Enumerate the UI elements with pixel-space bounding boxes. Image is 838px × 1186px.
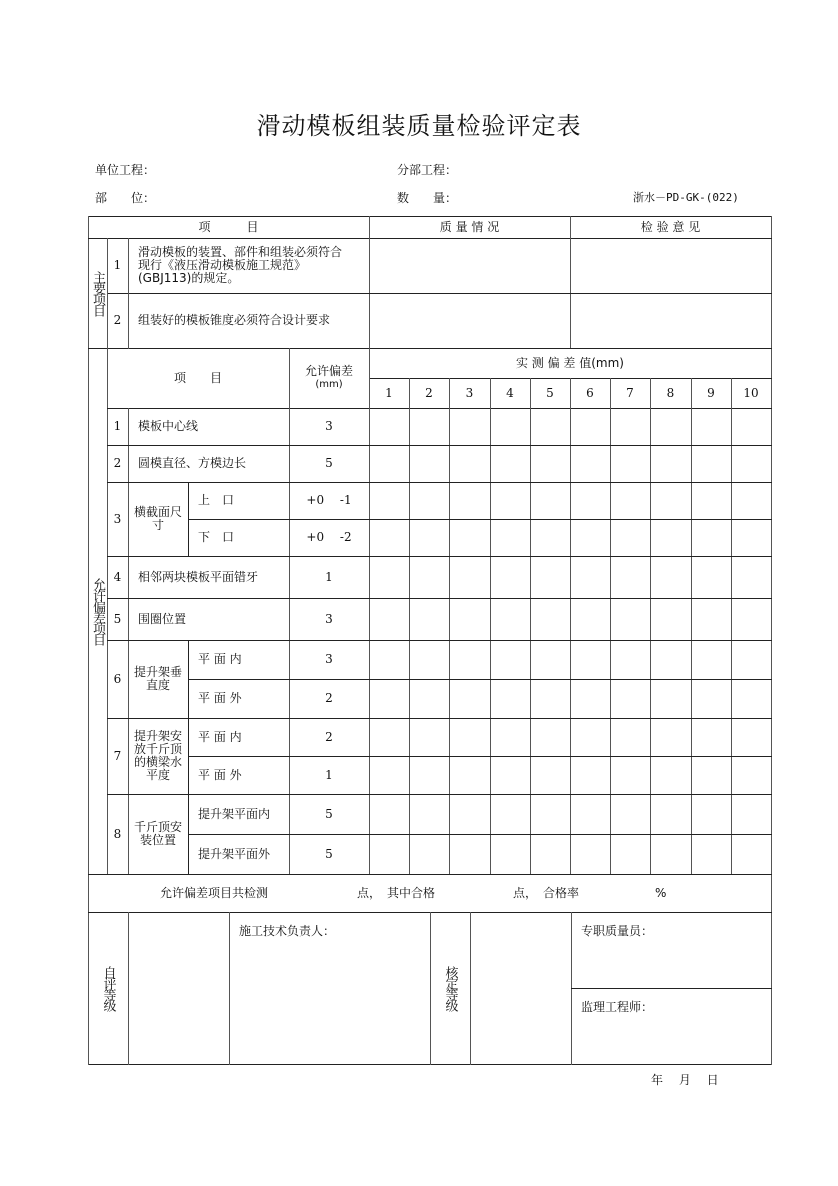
measured-value-cell[interactable] [369,556,409,598]
verified-grade-label: 核定等级 [442,966,458,1010]
allowed-header-unit: (mm) [315,379,343,390]
header-quality: 质 量 情 况 [439,219,500,234]
measured-value-cell[interactable] [610,556,650,598]
measured-column-number: 5 [546,385,554,400]
measured-column-number: 8 [666,385,675,400]
quality-cell[interactable] [369,238,570,293]
allowed-deviation-value: 2 [325,691,333,705]
measured-value-cell[interactable] [449,794,490,834]
measured-value-cell[interactable] [570,408,610,445]
measured-value-cell[interactable] [490,640,530,679]
main-items-group-label: 主要项目 [90,271,105,315]
measured-value-cell[interactable] [409,756,449,794]
measured-value-cell[interactable] [409,445,449,482]
measured-column-number: 7 [626,385,634,400]
measured-value-cell[interactable] [449,640,490,679]
measured-value-cell[interactable] [409,679,449,718]
summary-qualified-label: 点， 其中合格 [357,885,436,900]
measured-column-number: 3 [465,385,474,400]
measured-value-cell[interactable] [409,482,449,519]
tolerance-item-number: 6 [113,671,122,686]
measured-value-cell[interactable] [490,556,530,598]
position-label: 部 位： [95,191,156,205]
quality-officer-label: 专职质量员： [581,924,654,938]
main-item-text: 组装好的模板锥度必须符合设计要求 [138,313,331,327]
page-title: 滑动模板组装质量检验评定表 [256,112,582,140]
summary-percent: % [655,885,667,900]
measured-value-cell[interactable] [610,640,650,679]
measured-value-cell[interactable] [610,679,650,718]
measured-value-cell[interactable] [650,598,691,640]
main-item-text: 滑动模板的装置、部件和组装必须符合现行《液压滑动模板施工规范》(GBJ113)的规定。 [138,245,343,285]
measured-value-cell[interactable] [691,718,731,756]
measured-value-cell[interactable] [490,408,530,445]
self-grade-label: 自评等级 [100,966,116,1010]
tolerance-item-name: 围圈位置 [138,611,187,626]
measured-value-cell[interactable] [731,718,771,756]
measured-column-number: 10 [743,385,759,400]
main-item-number: 1 [113,258,122,272]
measured-deviation-header: 实 测 偏 差 值(mm) [515,355,624,370]
measured-value-cell[interactable] [650,834,691,874]
measured-value-cell[interactable] [731,445,771,482]
measured-value-cell[interactable] [650,718,691,756]
measured-value-cell[interactable] [691,834,731,874]
measured-value-cell[interactable] [449,445,490,482]
tolerance-item-number: 4 [113,569,122,584]
allowed-deviation-value: 5 [325,456,333,470]
measured-value-cell[interactable] [530,598,570,640]
measured-value-cell[interactable] [409,556,449,598]
measured-value-cell[interactable] [449,556,490,598]
measured-value-cell[interactable] [570,718,610,756]
measured-value-cell[interactable] [570,640,610,679]
measured-value-cell[interactable] [490,482,530,519]
header-item: 项 目 [198,219,259,234]
tolerance-item-name: 横截面尺寸 [133,505,182,532]
measured-value-cell[interactable] [530,756,570,794]
measured-value-cell[interactable] [369,640,409,679]
measured-value-cell[interactable] [369,794,409,834]
measured-value-cell[interactable] [530,679,570,718]
tolerance-item-number: 8 [113,826,122,841]
quality-cell[interactable] [369,293,570,348]
measured-value-cell[interactable] [691,640,731,679]
measured-value-cell[interactable] [731,556,771,598]
measured-value-cell[interactable] [731,756,771,794]
measured-value-cell[interactable] [449,834,490,874]
measured-value-cell[interactable] [570,482,610,519]
tolerance-group-label: 允许偏差项目 [90,578,105,644]
tolerance-item-name: 圆模直径、方模边长 [138,456,247,470]
measured-column-number: 4 [506,385,514,400]
measured-value-cell[interactable] [691,482,731,519]
opinion-cell[interactable] [570,293,771,348]
allowed-deviation-value: 5 [325,846,333,861]
tolerance-sub-item-name: 平 面 外 [198,767,242,782]
measured-column-number: 1 [385,385,393,400]
header-opinion: 检 验 意 见 [640,219,701,234]
measured-value-cell[interactable] [409,598,449,640]
measured-value-cell[interactable] [530,834,570,874]
measured-value-cell[interactable] [369,482,409,519]
measured-value-cell[interactable] [409,834,449,874]
measured-value-cell[interactable] [691,556,731,598]
measured-value-cell[interactable] [610,794,650,834]
measured-value-cell[interactable] [449,482,490,519]
allowed-deviation-header [289,348,369,408]
measured-value-cell[interactable] [409,408,449,445]
tolerance-item-number: 7 [113,748,122,763]
measured-value-cell[interactable] [449,718,490,756]
tolerance-item-name: 相邻两块模板平面错牙 [138,569,259,584]
measured-value-cell[interactable] [369,445,409,482]
measured-column-number: 9 [707,385,715,400]
tolerance-item-name: 提升架垂直度 [133,665,182,692]
measured-value-cell[interactable] [691,598,731,640]
tolerance-sub-item-name: 提升架平面内 [198,806,271,821]
tolerance-item-header: 项 目 [173,370,222,385]
measured-value-cell[interactable] [369,519,409,556]
measured-value-cell[interactable] [731,519,771,556]
measured-value-cell[interactable] [570,794,610,834]
measured-value-cell[interactable] [731,482,771,519]
measured-value-cell[interactable] [490,445,530,482]
measured-value-cell[interactable] [731,794,771,834]
tolerance-sub-item-name: 上 口 [198,493,235,507]
measured-value-cell[interactable] [409,519,449,556]
sub-project-label: 分部工程： [397,163,458,177]
measured-value-cell[interactable] [530,445,570,482]
measured-column-number: 2 [425,385,433,400]
measured-value-cell[interactable] [449,408,490,445]
measured-value-cell[interactable] [530,640,570,679]
measured-value-cell[interactable] [610,519,650,556]
tech-lead-label: 施工技术负责人： [239,924,336,938]
tolerance-sub-item-name: 平 面 内 [198,729,242,744]
measured-value-cell[interactable] [570,598,610,640]
measured-value-cell[interactable] [610,408,650,445]
tolerance-item-number: 2 [113,456,122,470]
measured-value-cell[interactable] [369,408,409,445]
measured-value-cell[interactable] [731,408,771,445]
measured-value-cell[interactable] [610,598,650,640]
measured-value-cell[interactable] [610,482,650,519]
allowed-deviation-value: +0 -2 [306,530,352,544]
date-label: 年 月 日 [651,1073,719,1087]
measured-value-cell[interactable] [490,598,530,640]
form-code: 浙水－PD-GK-(022) [633,191,739,204]
allowed-deviation-value: 3 [325,419,333,433]
measured-value-cell[interactable] [530,556,570,598]
measured-value-cell[interactable] [650,794,691,834]
measured-value-cell[interactable] [570,556,610,598]
measured-value-cell[interactable] [650,482,691,519]
measured-value-cell[interactable] [650,556,691,598]
measured-value-cell[interactable] [570,519,610,556]
measured-value-cell[interactable] [570,445,610,482]
opinion-cell[interactable] [570,238,771,293]
measured-value-cell[interactable] [691,445,731,482]
measured-value-cell[interactable] [610,718,650,756]
measured-value-cell[interactable] [691,519,731,556]
measured-value-cell[interactable] [490,834,530,874]
measured-value-cell[interactable] [650,679,691,718]
tolerance-item-name: 模板中心线 [138,419,199,433]
tolerance-item-number: 5 [113,611,122,626]
measured-value-cell[interactable] [490,794,530,834]
measured-value-cell[interactable] [530,408,570,445]
allowed-deviation-value: 3 [325,611,333,626]
measured-value-cell[interactable] [409,794,449,834]
verified-grade-value[interactable] [470,912,571,1064]
measured-value-cell[interactable] [650,640,691,679]
measured-value-cell[interactable] [530,519,570,556]
measured-value-cell[interactable] [650,756,691,794]
measured-value-cell[interactable] [530,794,570,834]
measured-value-cell[interactable] [369,834,409,874]
measured-value-cell[interactable] [691,679,731,718]
tolerance-item-name: 千斤顶安装位置 [133,820,182,847]
measured-value-cell[interactable] [449,679,490,718]
measured-value-cell[interactable] [731,640,771,679]
measured-value-cell[interactable] [369,756,409,794]
measured-value-cell[interactable] [610,445,650,482]
measured-value-cell[interactable] [409,640,449,679]
allowed-header-label: 允许偏差 [304,364,353,378]
summary-rate-label: 点， 合格率 [513,885,580,900]
tolerance-item-number: 1 [113,419,122,433]
tolerance-sub-item-name: 下 口 [198,530,235,544]
measured-value-cell[interactable] [530,718,570,756]
measured-value-cell[interactable] [731,834,771,874]
measured-value-cell[interactable] [610,834,650,874]
allowed-deviation-value: 1 [325,569,333,584]
measured-value-cell[interactable] [691,756,731,794]
allowed-deviation-value: 2 [325,729,333,744]
tolerance-item-number: 3 [113,511,122,526]
measured-column-number: 6 [586,385,594,400]
measured-value-cell[interactable] [570,834,610,874]
allowed-deviation-value: 1 [325,767,333,782]
supervisor-label: 监理工程师： [581,1000,654,1014]
measured-value-cell[interactable] [731,598,771,640]
self-grade-value[interactable] [128,912,229,1064]
measured-value-cell[interactable] [650,519,691,556]
measured-value-cell[interactable] [570,679,610,718]
measured-value-cell[interactable] [650,445,691,482]
measured-value-cell[interactable] [449,598,490,640]
unit-project-label: 单位工程： [95,163,156,177]
measured-value-cell[interactable] [449,519,490,556]
measured-value-cell[interactable] [490,756,530,794]
measured-value-cell[interactable] [369,679,409,718]
measured-value-cell[interactable] [650,408,691,445]
measured-value-cell[interactable] [490,679,530,718]
measured-value-cell[interactable] [369,598,409,640]
allowed-deviation-value: 3 [325,652,333,666]
quantity-label: 数 量： [397,191,458,205]
measured-value-cell[interactable] [691,408,731,445]
allowed-deviation-value: +0 -1 [306,493,352,507]
measured-value-cell[interactable] [731,679,771,718]
measured-value-cell[interactable] [369,718,409,756]
measured-value-cell[interactable] [691,794,731,834]
measured-value-cell[interactable] [530,482,570,519]
allowed-deviation-value: 5 [325,806,333,821]
measured-value-cell[interactable] [490,519,530,556]
measured-value-cell[interactable] [449,756,490,794]
measured-value-cell[interactable] [570,756,610,794]
tolerance-sub-item-name: 平 面 外 [198,691,242,705]
tolerance-sub-item-name: 平 面 内 [198,652,242,666]
measured-value-cell[interactable] [409,718,449,756]
tolerance-sub-item-name: 提升架平面外 [198,846,271,861]
measured-value-cell[interactable] [610,756,650,794]
tolerance-item-name: 提升架安放千斤顶的横梁水平度 [133,729,182,782]
main-item-number: 2 [113,313,122,327]
summary-total-label: 允许偏差项目共检测 [160,885,269,900]
measured-value-cell[interactable] [490,718,530,756]
